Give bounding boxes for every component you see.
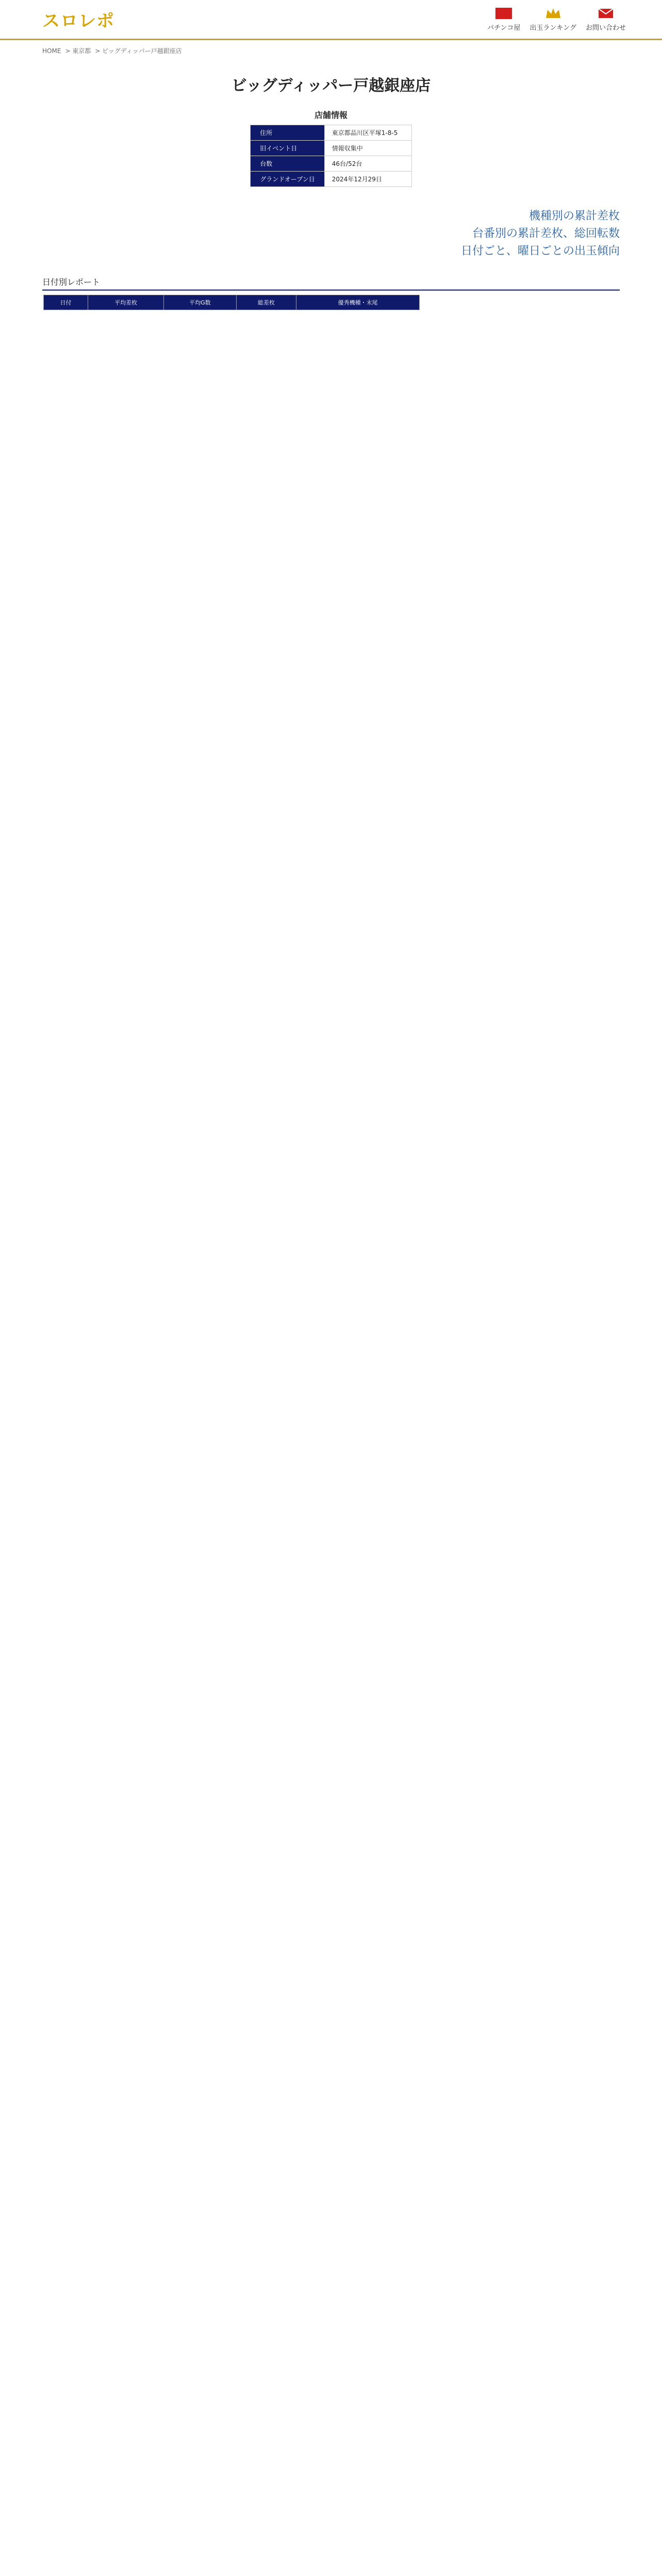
- feature-note: [42, 208, 620, 260]
- nav-pachinko[interactable]: [487, 7, 520, 32]
- main-content: [42, 73, 620, 310]
- table-header-row: [44, 295, 420, 310]
- col-date: 日付: [44, 295, 88, 310]
- store-info-row: [251, 156, 412, 172]
- pachinko-icon: [495, 7, 512, 20]
- store-info-value: 2024年12月29日: [324, 172, 411, 187]
- store-info-row: [251, 141, 412, 156]
- col-avg-diff: 平均差枚: [88, 295, 164, 310]
- header-nav: [487, 7, 626, 32]
- store-info-key: 旧イベント日: [251, 141, 325, 156]
- store-info-value: 情報収集中: [324, 141, 411, 156]
- breadcrumb: HOME > 東京都 > ビッグディッパー戸越銀座店: [42, 47, 182, 55]
- crown-icon: [544, 7, 562, 20]
- store-info-key: グランドオープン日: [251, 172, 325, 187]
- breadcrumb-pref[interactable]: 東京都: [72, 47, 91, 55]
- col-avg-games: 平均G数: [164, 295, 236, 310]
- page-title: ビッグディッパー戸越銀座店: [231, 77, 431, 95]
- nav-label: お問い合わせ: [585, 24, 626, 32]
- site-header: [0, 0, 662, 40]
- store-info-key: 住所: [251, 125, 325, 141]
- daily-report-table: [43, 295, 420, 310]
- site-logo[interactable]: スロレポ: [42, 11, 114, 31]
- store-info-row: [251, 125, 412, 141]
- nav-contact[interactable]: [586, 7, 626, 32]
- col-top-machines: 優秀機種・末尾: [296, 295, 420, 310]
- store-info-title: 店舗情報: [314, 110, 347, 120]
- store-info-value: 東京都品川区平塚1-8-5: [324, 125, 411, 141]
- nav-ranking[interactable]: [529, 7, 576, 32]
- store-info: [42, 109, 620, 187]
- breadcrumb-store: ビッグディッパー戸越銀座店: [102, 47, 182, 55]
- feature-note-line[interactable]: 日付ごと、曜日ごとの出玉傾向: [460, 245, 620, 258]
- nav-label: 出玉ランキング: [529, 24, 576, 32]
- report-heading: 日付別レポート: [42, 276, 620, 291]
- store-info-row: [251, 172, 412, 187]
- feature-note-line[interactable]: 機種別の累計差枚: [528, 210, 620, 223]
- store-info-key: 台数: [251, 156, 325, 172]
- col-total-diff: 総差枚: [236, 295, 296, 310]
- breadcrumb-home[interactable]: HOME: [42, 47, 61, 55]
- store-info-table: [250, 125, 412, 187]
- mail-icon: [597, 7, 615, 20]
- feature-note-line[interactable]: 台番別の累計差枚、総回転数: [472, 227, 620, 240]
- store-info-value: 46台/52台: [324, 156, 411, 172]
- nav-label: パチンコ屋: [487, 24, 521, 32]
